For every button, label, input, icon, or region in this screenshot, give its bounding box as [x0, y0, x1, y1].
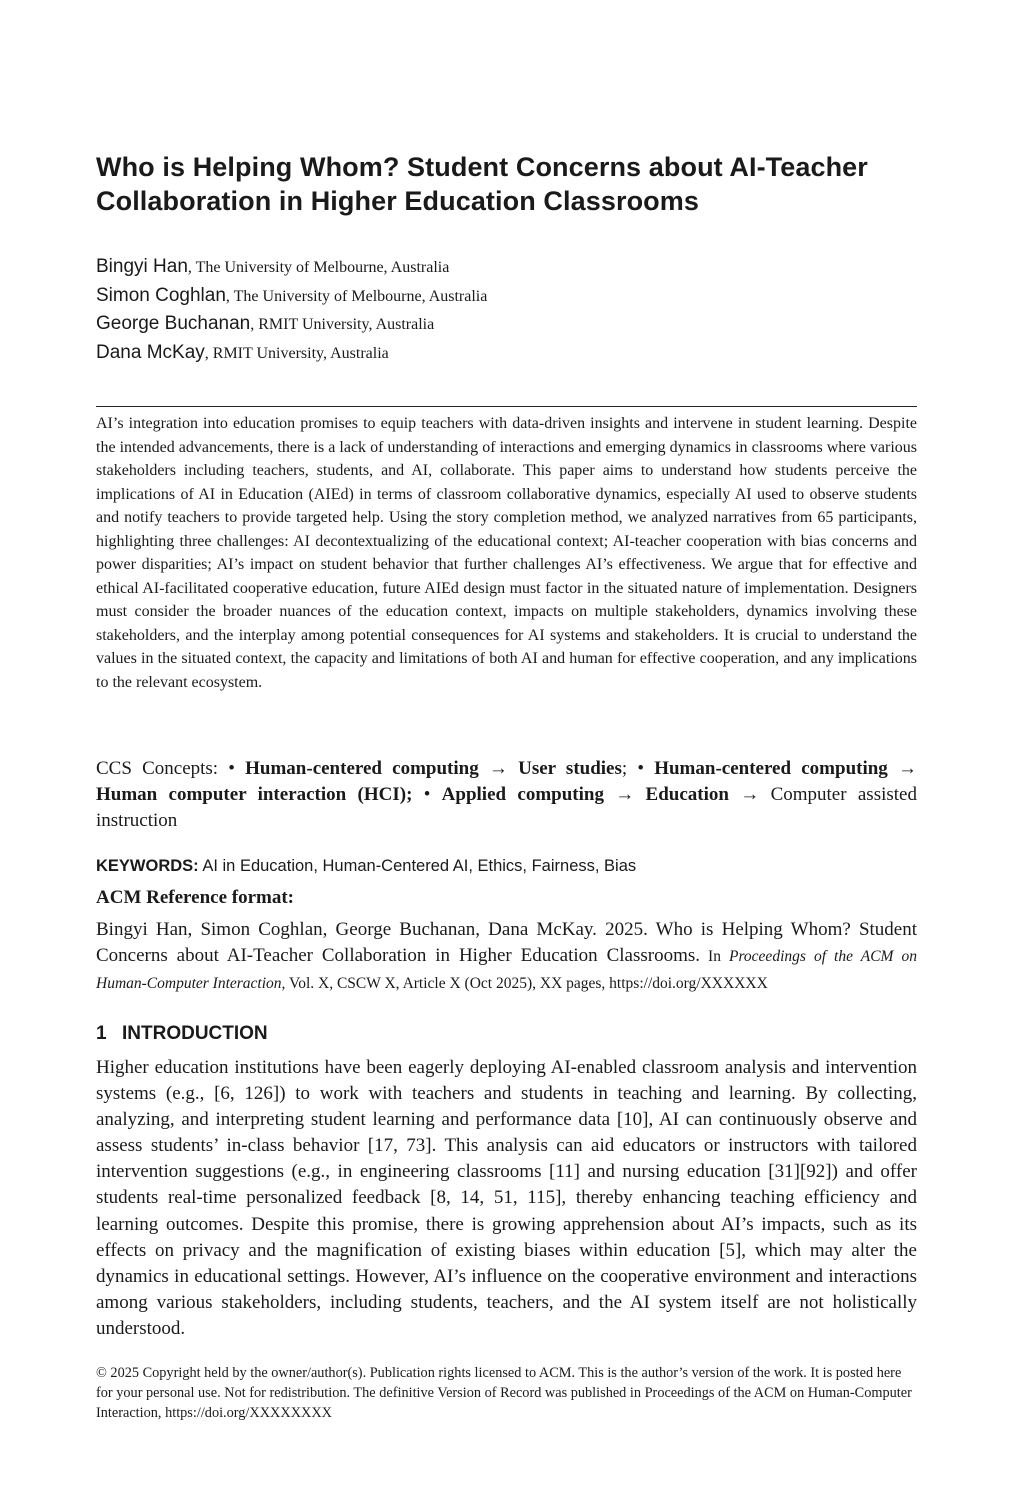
- copyright-footnote: © 2025 Copyright held by the owner/author(s). Publication rights licensed to ACM. This is the author’s version of the work. It is posted here for your personal use. Not for redistribution. The definitive Version of Record was published in Proceedings of the ACM on Human-Computer Interaction, https://doi.org/XXXXXXXX: [96, 1365, 912, 1421]
- ccs-separator: ;: [621, 758, 638, 779]
- intro-paragraph: Higher education institutions have been eagerly deploying AI-enabled classroom analysis and intervention systems (e.g., [6, 126]) to work with teachers and students in teaching and learning. By collecting, analyzing, and interpreting student learning and performance data [10], AI can continuously observe and assess students’ in-class behavior [17, 73]. This analysis can aid educators or instructors with tailored intervention suggestions (e.g., in engineering classrooms [11] and nursing education [31][92]) and offer students real-time personalized feedback [8, 14, 51, 115], thereby enhancing teaching efficiency and learning outcomes. Despite this promise, there is growing apprehension about AI’s impacts, such as its effects on privacy and the magnification of existing biases within education [5], which may alter the dynamics in educational settings. However, AI’s influence on the cooperative environment and interactions among various stakeholders, including students, teachers, and the AI system itself are not holistically understood.: [96, 1057, 917, 1339]
- author-name: Simon Coghlan: [96, 284, 226, 306]
- acm-reference-in: In: [700, 948, 729, 965]
- author-entry: [96, 342, 917, 371]
- author-name: Bingyi Han: [96, 256, 188, 277]
- acm-reference-heading: ACM Reference format:: [96, 887, 294, 908]
- abstract: AI’s integration into education promises to equip teachers with data-driven insights and intervene in student learning. Despite the intended advancements, there is a lack of understanding of interactions and emerging dynamics in classrooms where various stakeholders including teachers, students, and AI, collaborate. This paper aims to understand how students perceive the implications of AI in Education (AIEd) in terms of classroom collaborative dynamics, especially AI used to observe students and notify teachers to provide targeted help. Using the story completion method, we analyzed narratives from 65 participants, highlighting three challenges: AI decontextualizing of the educational context; AI-teacher cooperation with bias concerns and power disparities; AI’s impact on student behavior that further challenges AI’s effectiveness. We argue that for effective and ethical AI-facilitated cooperative education, future AIEd design must factor in the situated nature of implementation. Designers must consider the broader nuances of the education context, impacts on multiple stakeholders, dynamics involving these stakeholders, and the interplay among potential consequences for AI systems and stakeholders. It is crucial to understand the values in the situated context, the capacity and limitations of both AI and human for effective cooperation, and any implications to the relevant ecosystem.: [96, 415, 917, 691]
- author-name: George Buchanan: [96, 313, 251, 335]
- author-affiliation: , The University of Melbourne, Australia: [187, 259, 450, 276]
- author-affiliation: , The University of Melbourne, Australia: [225, 287, 488, 305]
- ccs-concept-2: Human-centered computing → Human computer interaction (HCI);: [96, 758, 917, 805]
- acm-reference-main: Bingyi Han, Simon Coghlan, George Buchanan, Dana McKay. 2025. Who is Helping Whom? Student Concerns about AI-Teacher Collaboration in Higher Education Classrooms.: [96, 919, 917, 966]
- section-title: INTRODUCTION: [122, 1023, 268, 1044]
- ccs-label: CCS Concepts:: [96, 758, 229, 779]
- acm-reference: [96, 917, 917, 997]
- paper-title: Who is Helping Whom? Student Concerns about AI-Teacher Collaboration in Higher Education Classrooms: [96, 152, 868, 216]
- ccs-concept-1: Human-centered computing → User studies: [245, 758, 622, 779]
- ccs-bullet: •: [228, 758, 246, 779]
- author-entry: [96, 285, 917, 314]
- author-list: [96, 256, 917, 371]
- ccs-bullet: •: [637, 758, 655, 779]
- ccs-concept-3-detail: → Computer assisted instruction: [96, 784, 917, 831]
- section-heading: [96, 1021, 268, 1047]
- acm-reference-details: Vol. X, CSCW X, Article X (Oct 2025), XX pages, https://doi.org/XXXXXX: [285, 975, 768, 992]
- author-name: Dana McKay: [96, 342, 205, 364]
- ccs-concept-3: Applied computing → Education: [441, 784, 729, 805]
- author-affiliation: , RMIT University, Australia: [204, 345, 389, 363]
- ccs-bullet: •: [423, 784, 442, 805]
- author-affiliation: , RMIT University, Australia: [250, 316, 435, 334]
- author-entry: [96, 256, 917, 285]
- abstract-divider: [96, 406, 917, 407]
- keywords: [96, 854, 917, 878]
- keywords-label: KEYWORDS:: [96, 857, 199, 875]
- acm-reference-venue: Proceedings of the ACM on Human-Computer Interaction,: [96, 948, 917, 992]
- section-number: 1: [96, 1023, 107, 1044]
- keywords-text: AI in Education, Human-Centered AI, Ethics, Fairness, Bias: [198, 857, 637, 875]
- author-entry: [96, 313, 917, 342]
- ccs-concepts: [96, 756, 917, 834]
